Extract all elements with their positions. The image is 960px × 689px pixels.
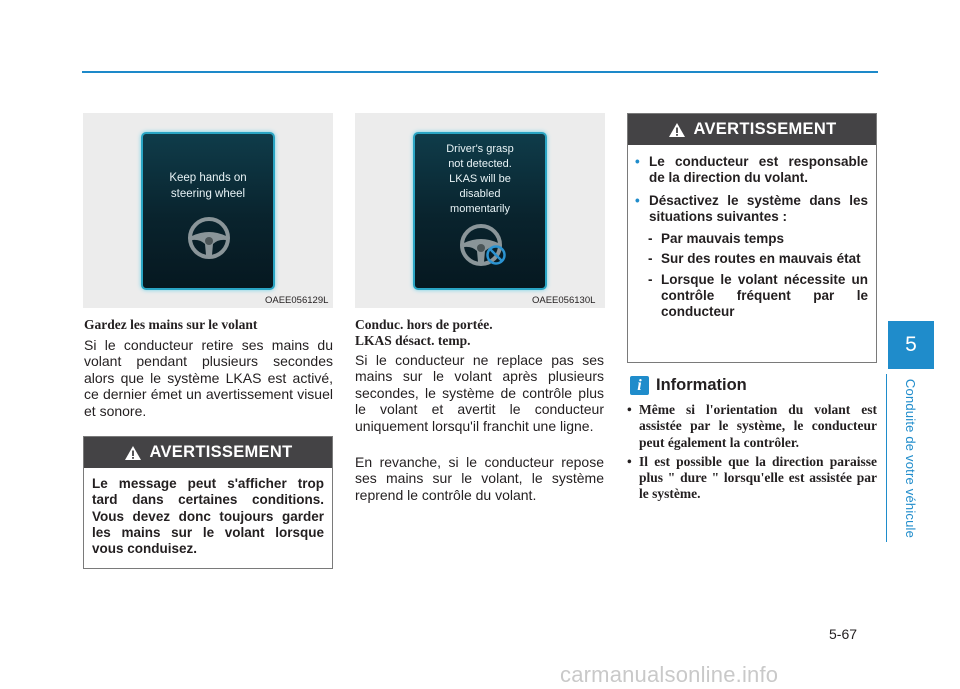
cluster-message-line: momentarily	[450, 203, 510, 215]
header-rule	[82, 71, 878, 73]
section-heading-lkas	[355, 317, 493, 349]
paragraph-lkas-1: Si le conducteur ne replace pas ses mains sur le volant après plusieurs secondes, le système de contrôle plus le volant et avertit le conducteur uniquement lorsqu'il franchit une ligne.	[355, 352, 604, 434]
warning-bullet-text: Désactivez le système dans les situations suivantes :	[649, 192, 868, 224]
warning-text: Le message peut s'afficher trop tard dans certaines conditions. Vous devez donc toujours garder les mains sur le volant lorsque vous conduisez.	[92, 476, 324, 557]
warning-triangle-icon	[668, 122, 686, 138]
chapter-number: 5	[905, 333, 917, 356]
chapter-title	[888, 374, 934, 542]
chapter-title-text: Conduite de votre véhicule	[903, 378, 919, 538]
warning-header	[84, 437, 332, 468]
cluster-message-line: Keep hands on	[169, 172, 247, 184]
section-heading-keep-hands: Gardez les mains sur le volant	[84, 317, 258, 332]
warning-sub-text: Par mauvais temps	[661, 231, 785, 247]
bullet-dot: •	[627, 402, 632, 417]
chapter-number-tab	[888, 321, 934, 369]
watermark: carmanualsonline.info	[560, 662, 779, 687]
warning-sub-text: Lorsque le volant nécessite un contrôle fréquent par le conducteur	[661, 271, 868, 320]
bullet-dot: •	[635, 192, 640, 208]
heading-line: Conduc. hors de portée.	[355, 317, 493, 332]
warning-box-2	[627, 113, 877, 363]
sub-dash: -	[648, 271, 653, 287]
warning-sub-item	[635, 272, 868, 321]
information-item	[627, 402, 877, 451]
figure-driver-grasp	[355, 113, 605, 308]
cluster-message-line: not detected.	[448, 158, 512, 170]
cluster-message-line: disabled	[459, 188, 501, 200]
cluster-message-line: Driver's grasp	[446, 143, 514, 155]
cluster-display-2	[413, 132, 547, 290]
warning-sub-item	[635, 231, 868, 247]
warning-triangle-icon	[124, 445, 142, 461]
warning-bullet	[635, 193, 868, 226]
warning-sub-item	[635, 251, 868, 267]
paragraph-keep-hands: Si le conducteur retire ses mains du volant pendant plusieurs secondes alors que le système LKAS est activé, ce dernier émet un avertissement visuel et sonore.	[84, 337, 333, 419]
warning-sub-text: Sur des routes en mauvais état	[661, 251, 861, 267]
cluster-message-line: steering wheel	[170, 188, 246, 200]
information-title: Information	[656, 376, 747, 394]
warning-title: AVERTISSEMENT	[149, 443, 293, 461]
figure-code-2: OAEE056130L	[532, 295, 596, 306]
information-header	[630, 376, 747, 395]
info-icon: i	[630, 376, 649, 395]
warning-bullet	[635, 154, 868, 187]
cluster-message-2	[415, 142, 545, 217]
information-item-text: Il est possible que la direction paraisse plus " dure " lorsqu'elle est assistée par le système.	[639, 453, 877, 502]
warning-list	[628, 145, 876, 321]
cluster-message-line: LKAS will be	[449, 173, 511, 185]
bullet-dot: •	[627, 453, 632, 469]
bullet-dot: •	[635, 154, 640, 169]
figure-keep-hands	[83, 113, 333, 308]
sidebar-rule	[886, 374, 887, 542]
heading-line: LKAS désact. temp.	[355, 333, 471, 348]
paragraph-lkas-2: En revanche, si le conducteur repose ses mains sur le volant, le système reprend le contrôle du volant.	[355, 454, 604, 503]
information-item	[627, 454, 877, 503]
prohibited-icon	[485, 244, 507, 266]
warning-header	[628, 114, 876, 145]
warning-box-1	[83, 436, 333, 569]
steering-wheel-icon	[185, 214, 233, 262]
cluster-display-1	[141, 132, 275, 290]
information-item-text: Même si l'orientation du volant est assistée par le système, le conducteur peut également la contrôler.	[639, 402, 877, 450]
figure-code-1: OAEE056129L	[265, 295, 329, 306]
cluster-message-1	[143, 170, 273, 202]
warning-bullet-text: Le conducteur est responsable de la direction du volant.	[649, 154, 868, 186]
warning-title: AVERTISSEMENT	[693, 120, 837, 138]
information-list	[627, 402, 877, 506]
sub-dash: -	[648, 231, 653, 247]
sub-dash: -	[648, 251, 653, 267]
page-number: 5-67	[829, 626, 858, 642]
